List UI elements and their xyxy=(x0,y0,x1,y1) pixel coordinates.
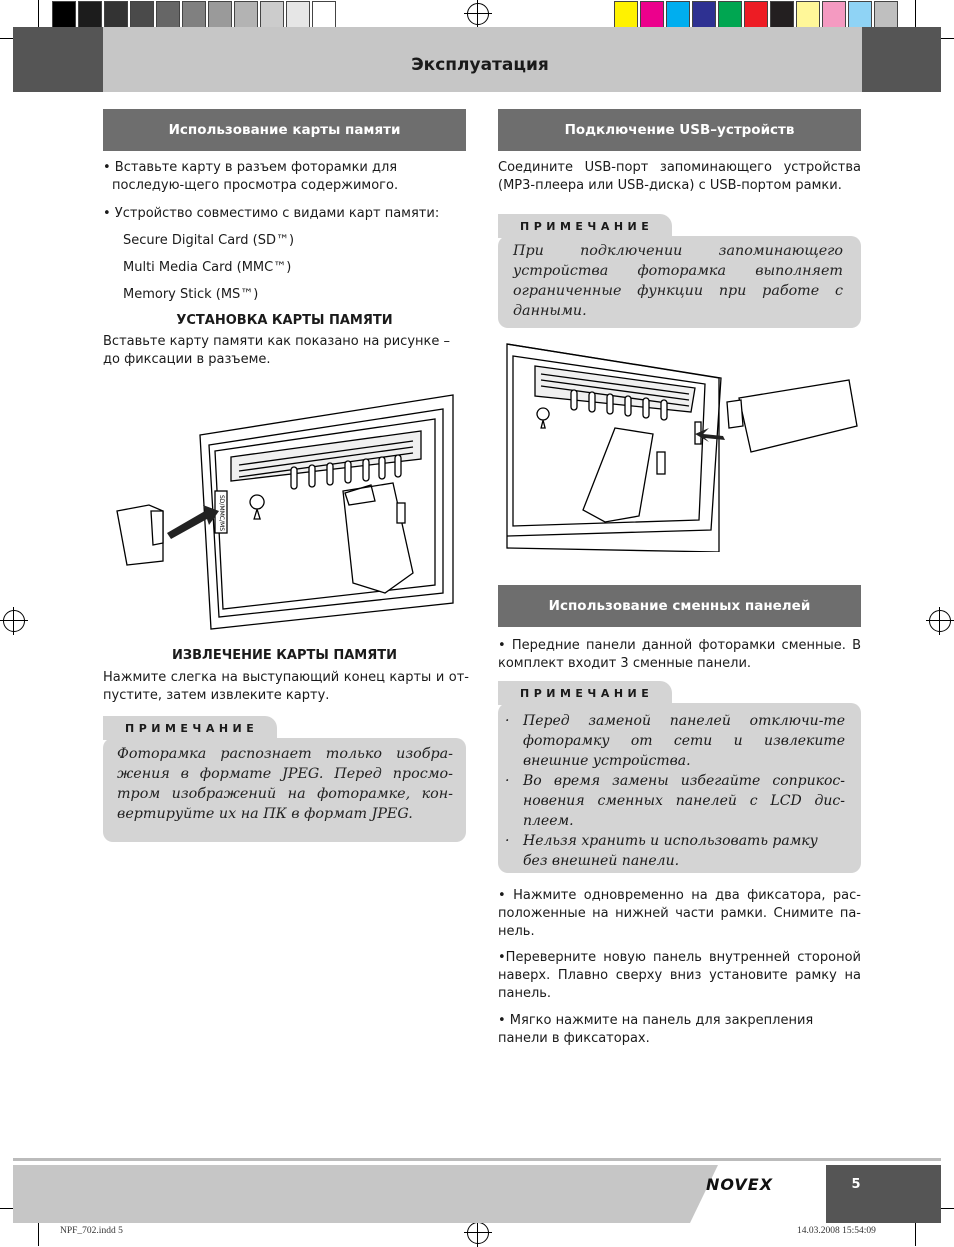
color-swatch xyxy=(130,1,154,28)
color-swatch xyxy=(312,1,336,28)
panels-step-1: • Нажмите одновременно на два фиксатора, рас-положенные на нижней части рамки. Снимите па-нель. xyxy=(498,888,861,939)
color-swatch xyxy=(286,1,310,28)
install-card-text: Вставьте карту памяти как показано на рисунке – до фиксации в разъеме. xyxy=(103,334,451,367)
footer-divider xyxy=(13,1158,941,1161)
color-swatch xyxy=(666,1,690,28)
note-panels-item xyxy=(505,711,845,771)
color-swatch xyxy=(848,1,872,28)
color-swatch xyxy=(156,1,180,28)
crop-mark xyxy=(38,0,39,28)
panels-step-2: •Переверните новую панель внутренней стороной наверх. Плавно сверху вниз установите рамку на панель. xyxy=(498,950,861,1001)
color-swatch xyxy=(182,1,206,28)
usb-text: Соедините USB-порт запоминающего устройства (MP3-плеера или USB-диска) с USB-портом рамки. xyxy=(498,160,861,193)
memory-card-section-header: Использование карты памяти xyxy=(103,109,466,151)
slug-date: 14.03.2008 15:54:09 xyxy=(797,1226,876,1236)
remove-card-text: Нажмите слегка на выступающий конец карты и от-пустите, затем извлеките карту. xyxy=(103,670,469,703)
slug-file: NPF_702.indd 5 xyxy=(60,1226,123,1236)
registration-mark-icon xyxy=(929,610,951,632)
footer-band-dark xyxy=(826,1165,941,1223)
bullet-dot: · xyxy=(505,833,510,849)
note-usb-text: При подключении запоминающего устройства фоторамка выполняет ограниченные функции при работе с данными. xyxy=(513,243,843,319)
color-swatch xyxy=(822,1,846,28)
bullet-text: • Вставьте карту в разъем фоторамки для последую-щего просмотра содержимого. xyxy=(103,160,399,193)
color-swatch xyxy=(692,1,716,28)
color-swatch xyxy=(614,1,638,28)
note-panels-item xyxy=(505,831,845,871)
usb-section-header: Подключение USB–устройств xyxy=(498,109,861,151)
note-label: ПРИМЕЧАНИЕ xyxy=(498,214,672,238)
note-jpeg-text: Фоторамка распознает только изобра-жения в формате JPEG. Перед просмо-тром изображений на фоторамке, кон-вертируйте их на ПК в формат JPEG. xyxy=(117,746,453,822)
remove-card-title: ИЗВЛЕЧЕНИЕ КАРТЫ ПАМЯТИ xyxy=(172,648,397,663)
color-swatch xyxy=(208,1,232,28)
page-title: Эксплуатация xyxy=(411,55,549,75)
color-swatch xyxy=(874,1,898,28)
registration-mark-icon xyxy=(3,610,25,632)
panels-step-3: • Мягко нажмите на панель для закрепления панели в фиксаторах. xyxy=(498,1013,814,1046)
bullet-dot: · xyxy=(505,773,510,789)
color-swatch xyxy=(796,1,820,28)
card-type-mmc: Multi Media Card (MMC™) xyxy=(123,260,292,275)
footer-logo-tab xyxy=(690,1165,840,1223)
color-swatch xyxy=(234,1,258,28)
color-swatch xyxy=(260,1,284,28)
bullet-dot: · xyxy=(505,713,510,729)
slot-label: SD/MMC/MS xyxy=(218,495,225,531)
registration-mark-icon xyxy=(467,3,489,25)
note-panels-item-text: Во время замены избегайте соприкос-новения сменных панелей с LCD дис-плеем. xyxy=(523,773,845,829)
usb-connection-illustration xyxy=(505,340,860,552)
note-panels-item-text: Нельзя хранить и использовать рамку без внешней панели. xyxy=(523,833,818,869)
color-swatch xyxy=(104,1,128,28)
color-swatch xyxy=(744,1,768,28)
color-swatch xyxy=(52,1,76,28)
color-swatch xyxy=(770,1,794,28)
note-label: ПРИМЕЧАНИЕ xyxy=(498,681,672,705)
card-type-sd: Secure Digital Card (SD™) xyxy=(123,233,295,248)
memory-card-bullet-1 xyxy=(103,159,470,195)
page-number: 5 xyxy=(851,1177,861,1192)
panels-bullet: • Передние панели данной фоторамки сменные. В комплект входит 3 сменные панели. xyxy=(498,638,861,671)
note-panels-item-text: Перед заменой панелей отключи-те фоторамку от сети и извлеките внешние устройства. xyxy=(523,713,845,769)
color-swatch xyxy=(718,1,742,28)
install-card-title: УСТАНОВКА КАРТЫ ПАМЯТИ xyxy=(176,313,393,328)
color-swatch xyxy=(78,1,102,28)
panels-section-header: Использование сменных панелей xyxy=(498,585,861,627)
registration-mark-icon xyxy=(467,1222,489,1244)
crop-mark xyxy=(915,0,916,28)
card-type-ms: Memory Stick (MS™) xyxy=(123,287,259,302)
memory-card-insertion-illustration xyxy=(113,393,463,638)
note-panels-list xyxy=(505,711,845,871)
note-label: ПРИМЕЧАНИЕ xyxy=(103,716,277,740)
note-panels-item xyxy=(505,771,845,831)
novex-logo: NOVEX xyxy=(706,1175,774,1194)
color-swatch xyxy=(640,1,664,28)
memory-card-bullet-2: • Устройство совместимо с видами карт памяти: xyxy=(103,206,440,221)
